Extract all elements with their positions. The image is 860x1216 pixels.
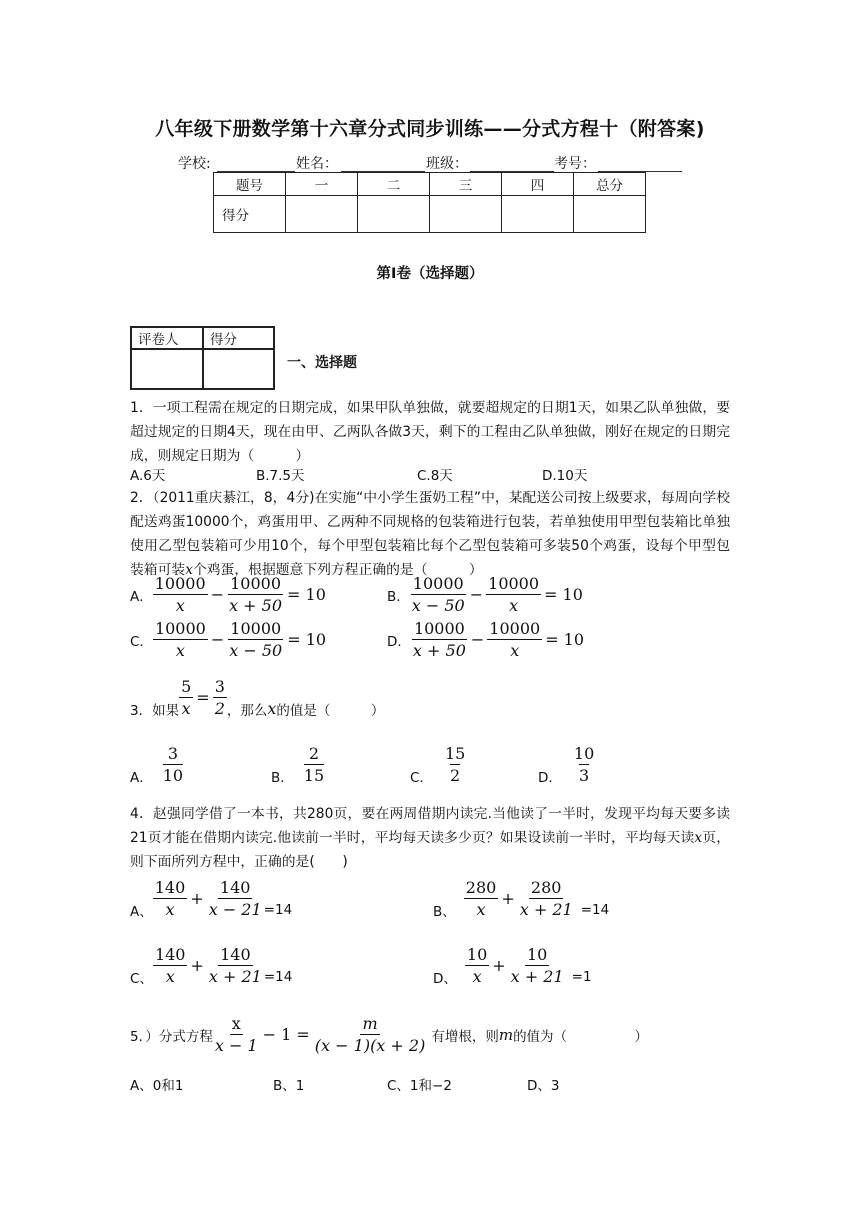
exam-number-label: 考号： xyxy=(554,156,596,172)
fraction: $\frac{280}{x + 21}$ xyxy=(519,877,573,919)
q3-option-c[interactable]: C． $\frac{15}{2}$ xyxy=(410,743,466,786)
school-label: 学校: xyxy=(178,156,211,172)
fraction: $\frac{m}{(x - 1)(x + 2)}$ xyxy=(314,1014,426,1055)
q3-option-b[interactable]: B． $\frac{2}{15}$ xyxy=(271,743,325,786)
fraction: $\frac{140}{x}$ xyxy=(154,877,186,919)
question-5-text: 5．）分式方程 $\frac{x}{x - 1}$ − 1 = $\frac{m}{(x - 1)(x + 2)}$ 有增根，则 m 的值为（ ） xyxy=(130,1014,649,1055)
fraction: $\frac{10000}{x + 50}$ xyxy=(412,619,466,660)
question-3-text: 3．如果 $\frac{5}{x}$ = $\frac{3}{2}$ ，那么 x 的值是（ ） xyxy=(130,677,385,719)
fraction: $\frac{10}{x + 21}$ xyxy=(510,944,564,986)
exam-number-blank[interactable] xyxy=(598,153,682,172)
grader-score-label: 得分 xyxy=(203,327,274,349)
score-row-label: 得分 xyxy=(214,196,286,233)
score-header-cell: 总分 xyxy=(574,173,646,196)
class-blank[interactable] xyxy=(470,153,554,172)
q2-option-c[interactable]: C． $\frac{10000}{x}$ − $\frac{10000}{x - 50}$ = 10 xyxy=(130,619,327,660)
q3-option-a[interactable]: A． $\frac{3}{10}$ xyxy=(130,743,184,786)
score-header-cell: 三 xyxy=(430,173,502,196)
score-cell[interactable] xyxy=(430,196,502,233)
q5-option-d[interactable]: D、3 xyxy=(527,1078,560,1094)
q2-option-b[interactable]: B． $\frac{10000}{x - 50}$ − $\frac{10000}{x}$ = 10 xyxy=(387,574,583,615)
fraction: $\frac{10000}{x - 50}$ xyxy=(229,619,283,660)
question-1-text: 1．一项工程需在规定的日期完成，如果甲队单独做，就要超规定的日期1天，如果乙队单独做，要超过规定的日期4天，现在由甲、乙两队各做3天，剩下的工程由乙队单独做，刚好在规定的日期完成，则规定日期为（ ） xyxy=(130,400,730,464)
fraction: $\frac{10000}{x}$ xyxy=(154,574,206,615)
fraction: $\frac{10000}{x}$ xyxy=(489,619,541,660)
score-cell[interactable] xyxy=(358,196,430,233)
question-4-text: 4．赵强同学借了一本书，共280页，要在两周借期内读完.当他读了一半时，发现平均每天要多读21页才能在借期内读完.他读前一半时，平均每天读多少页？如果设读前一半时，平均每天读x页，则下面所列方程中，正确的是( ) xyxy=(130,806,730,870)
score-cell[interactable] xyxy=(502,196,574,233)
name-blank[interactable] xyxy=(341,153,425,172)
q1-option-a[interactable]: A.6天 xyxy=(130,468,166,484)
fraction: $\frac{x}{x - 1}$ xyxy=(214,1014,258,1055)
fraction: $\frac{140}{x - 21}$ xyxy=(208,877,262,919)
fraction: $\frac{5}{x}$ xyxy=(181,677,192,718)
grader-table xyxy=(130,326,275,390)
fraction: $\frac{3}{10}$ xyxy=(162,743,184,785)
q4-option-d[interactable]: D、 $\frac{10}{x}$ + $\frac{10}{x + 21}$ =1 xyxy=(433,944,592,987)
score-header-cell: 二 xyxy=(358,173,430,196)
name-label: 姓名： xyxy=(296,156,338,172)
q1-option-c[interactable]: C.8天 xyxy=(417,468,453,484)
q1-option-b[interactable]: B.7.5天 xyxy=(256,468,305,484)
section-title: 第Ⅰ卷（选择题） xyxy=(376,266,484,282)
q4-option-b[interactable]: B、 $\frac{280}{x}$ + $\frac{280}{x + 21}$ =14 xyxy=(433,877,610,920)
fraction: $\frac{10000}{x}$ xyxy=(488,574,540,615)
fraction: $\frac{10}{x}$ xyxy=(466,944,488,986)
score-table xyxy=(213,172,646,233)
fraction: $\frac{3}{2}$ xyxy=(214,677,225,718)
q5-option-b[interactable]: B、1 xyxy=(273,1078,305,1094)
reviewer-label: 评卷人 xyxy=(131,327,203,349)
fraction: $\frac{10000}{x - 50}$ xyxy=(411,574,465,615)
score-cell[interactable] xyxy=(574,196,646,233)
class-label: 班级： xyxy=(426,156,468,172)
score-header-cell: 题号 xyxy=(214,173,286,196)
fraction: $\frac{10000}{x}$ xyxy=(154,619,206,660)
q4-option-c[interactable]: C、 $\frac{140}{x}$ + $\frac{140}{x + 21}$ =14 xyxy=(130,944,293,987)
grader-score-cell[interactable] xyxy=(203,349,274,389)
fraction: $\frac{280}{x}$ xyxy=(465,877,497,919)
reviewer-cell[interactable] xyxy=(131,349,203,389)
score-cell[interactable] xyxy=(286,196,358,233)
q5-option-a[interactable]: A、0和1 xyxy=(130,1078,184,1094)
q5-option-c[interactable]: C、1和−2 xyxy=(387,1078,452,1094)
score-header-cell: 一 xyxy=(286,173,358,196)
fraction: $\frac{15}{2}$ xyxy=(444,743,466,785)
question-2-text: 2．（2011重庆綦江，8，4分)在实施“中小学生蛋奶工程”中，某配送公司按上级要求，每周向学校配送鸡蛋10000个，鸡蛋用甲、乙两种不同规格的包装箱进行包装，若单独使用甲型包装箱比单独使用乙型包装箱可少用10个，每个甲型包装箱比每个乙型包装箱可多装50个鸡蛋，设每个甲型包装箱可装x个鸡蛋，根据题意下列方程正确的是（ ） xyxy=(130,490,730,578)
fraction: $\frac{10}{3}$ xyxy=(573,743,595,785)
score-header-cell: 四 xyxy=(502,173,574,196)
fraction: $\frac{10000}{x + 50}$ xyxy=(229,574,283,615)
fraction: $\frac{140}{x}$ xyxy=(154,944,186,986)
page-title: 八年级下册数学第十六章分式同步训练——分式方程十（附答案) xyxy=(155,118,705,140)
q1-option-d[interactable]: D.10天 xyxy=(542,468,588,484)
part-title: 一、选择题 xyxy=(287,355,357,371)
q4-option-a[interactable]: A、 $\frac{140}{x}$ + $\frac{140}{x - 21}$ =14 xyxy=(130,877,293,920)
q3-option-d[interactable]: D． $\frac{10}{3}$ xyxy=(538,743,595,786)
fraction: $\frac{2}{15}$ xyxy=(303,743,325,785)
school-blank[interactable] xyxy=(217,153,295,172)
q2-option-a[interactable]: A． $\frac{10000}{x}$ − $\frac{10000}{x + 50}$ = 10 xyxy=(130,574,326,615)
fraction: $\frac{140}{x + 21}$ xyxy=(208,944,262,986)
q2-option-d[interactable]: D． $\frac{10000}{x + 50}$ − $\frac{10000}{x}$ = 10 xyxy=(387,619,585,660)
